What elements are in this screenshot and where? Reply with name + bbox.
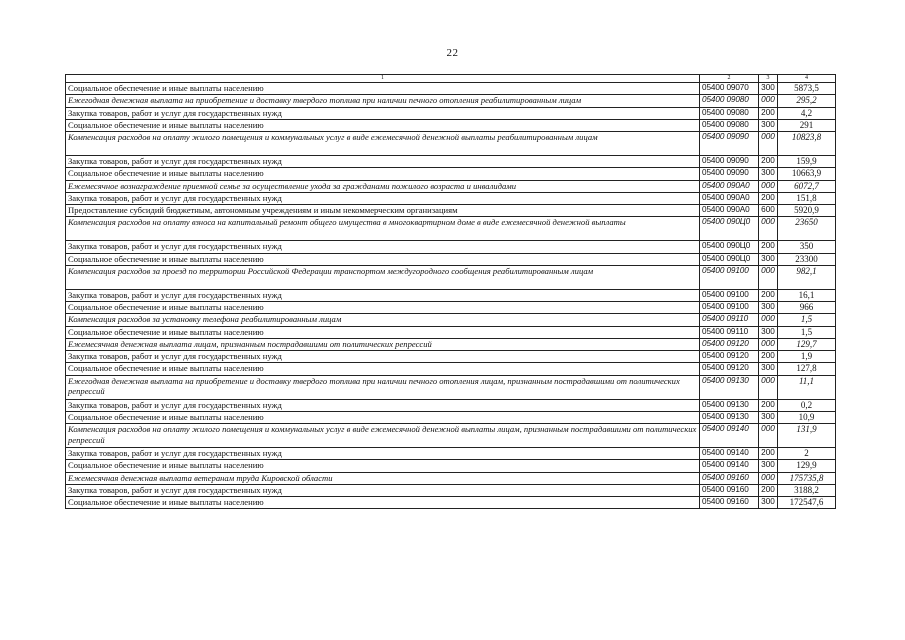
row-name-cell: Социальное обеспечение и иные выплаты населению — [66, 326, 700, 338]
row-type-cell: 000 — [759, 217, 778, 241]
table-row — [66, 265, 836, 289]
table-row — [66, 326, 836, 338]
table-row — [66, 119, 836, 131]
column-number-1: 1 — [66, 75, 700, 83]
page-number: 22 — [446, 47, 459, 59]
table-row — [66, 289, 836, 301]
table-body — [66, 75, 836, 509]
row-type-cell: 000 — [759, 314, 778, 326]
row-code-cell: 05400 09080 — [700, 95, 759, 107]
row-amount-cell: 175735,8 — [778, 472, 836, 484]
row-amount-cell: 1,5 — [778, 326, 836, 338]
row-code-cell: 05400 090А0 — [700, 192, 759, 204]
row-amount-cell: 131,9 — [778, 424, 836, 448]
row-name-cell: Социальное обеспечение и иные выплаты населению — [66, 119, 700, 131]
row-name-cell: Ежемесячная денежная выплата ветеранам труда Кировской области — [66, 472, 700, 484]
row-code-cell: 05400 09160 — [700, 484, 759, 496]
row-name-cell: Ежемесячное вознаграждение приемной семье за осуществление ухода за гражданами пожилого возраста и инвалидами — [66, 180, 700, 192]
row-amount-cell: 16,1 — [778, 289, 836, 301]
row-code-cell: 05400 09120 — [700, 351, 759, 363]
row-code-cell: 05400 09100 — [700, 302, 759, 314]
row-name-cell: Закупка товаров, работ и услуг для государственных нужд — [66, 241, 700, 253]
row-type-cell: 000 — [759, 180, 778, 192]
row-name-cell: Компенсация расходов на оплату жилого помещения и коммунальных услуг в виде ежемесячной денежной выплаты лицам, признанным пострадавшими от политических репрессий — [66, 424, 700, 448]
column-number-4: 4 — [778, 75, 836, 83]
row-code-cell: 05400 09120 — [700, 363, 759, 375]
row-amount-cell: 4,2 — [778, 107, 836, 119]
row-type-cell: 300 — [759, 411, 778, 423]
row-type-cell: 000 — [759, 424, 778, 448]
row-name-cell: Закупка товаров, работ и услуг для государственных нужд — [66, 192, 700, 204]
row-type-cell: 300 — [759, 83, 778, 95]
row-type-cell: 200 — [759, 107, 778, 119]
row-code-cell: 05400 09140 — [700, 424, 759, 448]
table-row — [66, 424, 836, 448]
table-row — [66, 168, 836, 180]
row-amount-cell: 23650 — [778, 217, 836, 241]
row-code-cell: 05400 09100 — [700, 289, 759, 301]
row-name-cell: Закупка товаров, работ и услуг для государственных нужд — [66, 484, 700, 496]
row-amount-cell: 23300 — [778, 253, 836, 265]
table-row — [66, 180, 836, 192]
row-code-cell: 05400 090Ц0 — [700, 217, 759, 241]
table-row — [66, 484, 836, 496]
row-type-cell: 200 — [759, 156, 778, 168]
row-type-cell: 000 — [759, 472, 778, 484]
row-type-cell: 300 — [759, 168, 778, 180]
row-name-cell: Компенсация расходов на оплату жилого помещения и коммунальных услуг в виде ежемесячной денежной выплаты реабилитированным лицам — [66, 132, 700, 156]
row-code-cell: 05400 09100 — [700, 265, 759, 289]
row-code-cell: 05400 09130 — [700, 399, 759, 411]
column-number-2: 2 — [700, 75, 759, 83]
row-amount-cell: 10,9 — [778, 411, 836, 423]
row-code-cell: 05400 09140 — [700, 460, 759, 472]
row-code-cell: 05400 09070 — [700, 83, 759, 95]
table-row — [66, 399, 836, 411]
table-row — [66, 363, 836, 375]
row-type-cell: 200 — [759, 448, 778, 460]
row-amount-cell: 159,9 — [778, 156, 836, 168]
row-amount-cell: 129,9 — [778, 460, 836, 472]
row-name-cell: Закупка товаров, работ и услуг для государственных нужд — [66, 351, 700, 363]
row-amount-cell: 295,2 — [778, 95, 836, 107]
row-type-cell: 200 — [759, 399, 778, 411]
row-type-cell: 300 — [759, 460, 778, 472]
row-code-cell: 05400 090Ц0 — [700, 253, 759, 265]
row-type-cell: 200 — [759, 289, 778, 301]
row-name-cell: Социальное обеспечение и иные выплаты населению — [66, 302, 700, 314]
row-type-cell: 600 — [759, 205, 778, 217]
row-name-cell: Социальное обеспечение и иные выплаты населению — [66, 411, 700, 423]
row-type-cell: 200 — [759, 351, 778, 363]
row-type-cell: 200 — [759, 241, 778, 253]
row-amount-cell: 2 — [778, 448, 836, 460]
table-row — [66, 95, 836, 107]
column-number-row — [66, 75, 836, 83]
row-name-cell: Социальное обеспечение и иные выплаты населению — [66, 497, 700, 509]
row-amount-cell: 1,9 — [778, 351, 836, 363]
row-name-cell: Компенсация расходов на оплату взноса на капитальный ремонт общего имущества в многоквартирном доме в виде ежемесячной денежной выплаты — [66, 217, 700, 241]
table-row — [66, 83, 836, 95]
column-number-3: 3 — [759, 75, 778, 83]
row-name-cell: Ежемесячная денежная выплата лицам, признанным пострадавшими от политических репрессий — [66, 338, 700, 350]
table-row — [66, 351, 836, 363]
row-type-cell: 300 — [759, 326, 778, 338]
row-code-cell: 05400 09160 — [700, 497, 759, 509]
table-row — [66, 375, 836, 399]
row-amount-cell: 966 — [778, 302, 836, 314]
table-row — [66, 192, 836, 204]
row-name-cell: Закупка товаров, работ и услуг для государственных нужд — [66, 156, 700, 168]
row-amount-cell: 11,1 — [778, 375, 836, 399]
row-name-cell: Социальное обеспечение и иные выплаты населению — [66, 363, 700, 375]
row-code-cell: 05400 09080 — [700, 119, 759, 131]
table-row — [66, 314, 836, 326]
row-name-cell: Компенсация расходов за установку телефона реабилитированным лицам — [66, 314, 700, 326]
table-row — [66, 411, 836, 423]
row-amount-cell: 151,8 — [778, 192, 836, 204]
row-name-cell: Закупка товаров, работ и услуг для государственных нужд — [66, 289, 700, 301]
table-row — [66, 205, 836, 217]
table-row — [66, 132, 836, 156]
row-type-cell: 300 — [759, 363, 778, 375]
row-type-cell: 000 — [759, 132, 778, 156]
row-type-cell: 300 — [759, 119, 778, 131]
table-row — [66, 156, 836, 168]
table-row — [66, 472, 836, 484]
table-row — [66, 302, 836, 314]
row-code-cell: 05400 09140 — [700, 448, 759, 460]
row-amount-cell: 291 — [778, 119, 836, 131]
row-name-cell: Закупка товаров, работ и услуг для государственных нужд — [66, 107, 700, 119]
row-code-cell: 05400 09090 — [700, 132, 759, 156]
row-type-cell: 300 — [759, 302, 778, 314]
row-code-cell: 05400 09110 — [700, 326, 759, 338]
row-amount-cell: 172547,6 — [778, 497, 836, 509]
row-type-cell: 000 — [759, 265, 778, 289]
budget-table — [65, 74, 836, 509]
row-name-cell: Закупка товаров, работ и услуг для государственных нужд — [66, 448, 700, 460]
row-name-cell: Социальное обеспечение и иные выплаты населению — [66, 168, 700, 180]
row-amount-cell: 10663,9 — [778, 168, 836, 180]
row-name-cell: Ежегодная денежная выплата на приобретение и доставку твердого топлива при наличии печного отопления лицам, признанным пострадавшими от политических репрессий — [66, 375, 700, 399]
row-amount-cell: 10823,8 — [778, 132, 836, 156]
table-row — [66, 217, 836, 241]
row-amount-cell: 6072,7 — [778, 180, 836, 192]
row-code-cell: 05400 09090 — [700, 156, 759, 168]
table-row — [66, 338, 836, 350]
row-type-cell: 000 — [759, 375, 778, 399]
row-amount-cell: 350 — [778, 241, 836, 253]
table-row — [66, 497, 836, 509]
row-amount-cell: 129,7 — [778, 338, 836, 350]
row-type-cell: 300 — [759, 497, 778, 509]
row-type-cell: 200 — [759, 192, 778, 204]
row-name-cell: Компенсация расходов за проезд по территории Российской Федерации транспортом междугородного сообщения реабилитированным лицам — [66, 265, 700, 289]
row-code-cell: 05400 090Ц0 — [700, 241, 759, 253]
row-name-cell: Социальное обеспечение и иные выплаты населению — [66, 460, 700, 472]
row-type-cell: 300 — [759, 253, 778, 265]
row-amount-cell: 3188,2 — [778, 484, 836, 496]
row-type-cell: 200 — [759, 484, 778, 496]
row-code-cell: 05400 09130 — [700, 375, 759, 399]
row-amount-cell: 5920,9 — [778, 205, 836, 217]
table-row — [66, 460, 836, 472]
row-code-cell: 05400 09090 — [700, 168, 759, 180]
row-code-cell: 05400 09110 — [700, 314, 759, 326]
table-row — [66, 241, 836, 253]
row-amount-cell: 982,1 — [778, 265, 836, 289]
row-code-cell: 05400 09130 — [700, 411, 759, 423]
row-type-cell: 000 — [759, 338, 778, 350]
table-row — [66, 448, 836, 460]
row-code-cell: 05400 090А0 — [700, 180, 759, 192]
row-name-cell: Закупка товаров, работ и услуг для государственных нужд — [66, 399, 700, 411]
row-amount-cell: 0,2 — [778, 399, 836, 411]
row-amount-cell: 127,8 — [778, 363, 836, 375]
row-name-cell: Ежегодная денежная выплата на приобретение и доставку твердого топлива при наличии печного отопления реабилитированным лицам — [66, 95, 700, 107]
row-code-cell: 05400 09120 — [700, 338, 759, 350]
row-type-cell: 000 — [759, 95, 778, 107]
row-name-cell: Предоставление субсидий бюджетным, автономным учреждениям и иным некоммерческим организациям — [66, 205, 700, 217]
table-row — [66, 107, 836, 119]
row-code-cell: 05400 09160 — [700, 472, 759, 484]
table-row — [66, 253, 836, 265]
row-amount-cell: 1,5 — [778, 314, 836, 326]
row-code-cell: 05400 090А0 — [700, 205, 759, 217]
row-amount-cell: 5873,5 — [778, 83, 836, 95]
row-name-cell: Социальное обеспечение и иные выплаты населению — [66, 253, 700, 265]
row-name-cell: Социальное обеспечение и иные выплаты населению — [66, 83, 700, 95]
row-code-cell: 05400 09080 — [700, 107, 759, 119]
